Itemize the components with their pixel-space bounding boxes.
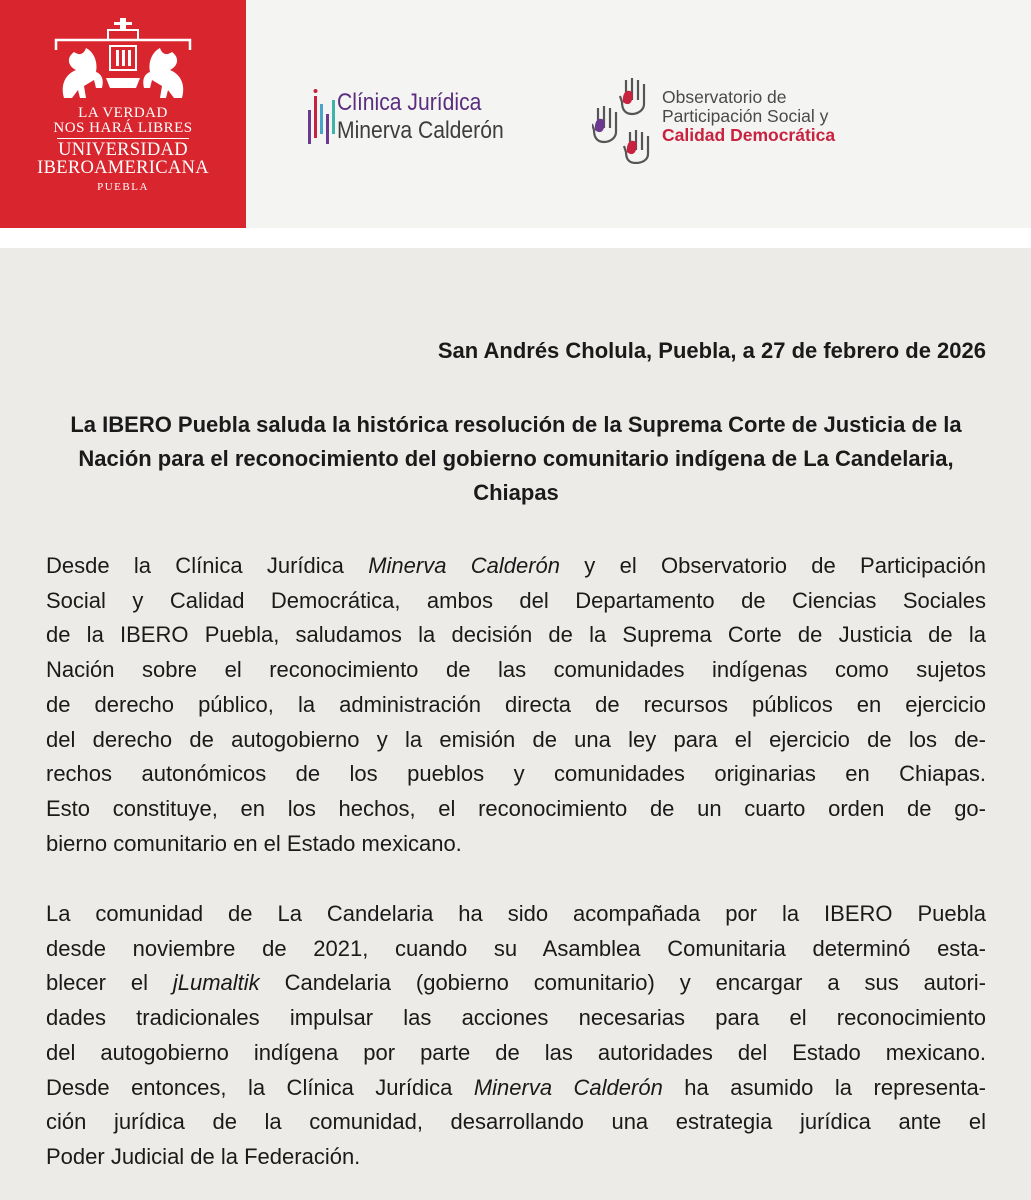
- ibero-name-line-2: IBEROAMERICANA: [37, 158, 209, 178]
- ibero-motto: [0, 106, 246, 136]
- paragraph-2-line: del autogobierno indígena por parte de las autoridades del Estado mexicano.: [46, 1039, 986, 1065]
- clinica-bars-icon: [306, 86, 336, 150]
- paragraph-2-line: ción jurídica de la comunidad, desarrollando una estrategia jurídica ante el: [46, 1109, 986, 1135]
- jlumaltik-italic: jLumaltik: [172, 970, 260, 996]
- paragraph-1-line: del derecho de autogobierno y la emisión de una ley para el ejercicio de los de-: [46, 726, 986, 752]
- ibero-name: [0, 141, 246, 177]
- dateline: San Andrés Cholula, Puebla, a 27 de febrero de 2026: [437, 338, 986, 363]
- paragraph-2-line: La comunidad de La Candelaria ha sido acompañada por la IBERO Puebla: [46, 901, 986, 926]
- clinica-line-2: Minerva Calderón: [337, 117, 504, 144]
- ibero-crest-icon: [50, 16, 196, 104]
- paragraph-1-line: Esto constituye, en los hechos, el reconocimiento de un cuarto orden de go-: [46, 795, 986, 821]
- paragraph-2-line: Poder Judicial de la Federación.: [46, 1143, 361, 1169]
- paragraph-2-line: blecer el jLumaltik Candelaria (gobierno comunitario) y encargar a sus autori-: [46, 970, 986, 996]
- paragraph-2: [46, 897, 986, 1175]
- paragraph-1-line: rechos autonómicos de los pueblos y comunidades originarias en Chiapas.: [46, 761, 986, 787]
- observatorio-line-1: Observatorio de: [662, 87, 787, 107]
- observatorio-logo: [592, 74, 882, 164]
- ibero-name-line-1: UNIVERSIDAD: [58, 140, 188, 160]
- paragraph-1-line: Social y Calidad Democrática, ambos del Departamento de Ciencias Sociales: [46, 587, 986, 613]
- document-title: La IBERO Puebla saluda la histórica resolución de la Suprema Corte de Justicia de la Nación para el reconocimiento del gobierno comunitario indígena de La Candelaria, Chiapas: [70, 412, 962, 505]
- paragraph-1-line: Desde la Clínica Jurídica Minerva Calderón y el Observatorio de Participación: [46, 553, 986, 578]
- ibero-divider: [57, 138, 189, 139]
- ibero-city: PUEBLA: [97, 181, 149, 193]
- clinica-juridica-logo: [306, 86, 546, 150]
- paragraph-1-line: Nación sobre el reconocimiento de las comunidades indígenas como sujetos: [46, 657, 986, 683]
- observatorio-text: [662, 88, 835, 145]
- clinic-name-italic: Minerva Calderón: [473, 1074, 663, 1100]
- paragraph-1-line: de derecho público, la administración directa de recursos públicos en ejercicio: [46, 691, 986, 717]
- raised-hands-icon: [592, 74, 658, 164]
- paragraph-2-line: dades tradicionales impulsar las acciones necesarias para el reconocimiento: [46, 1005, 986, 1031]
- observatorio-line-3: Calidad Democrática: [662, 125, 836, 145]
- paragraph-2-line: Desde entonces, la Clínica Jurídica Minerva Calderón ha asumido la representa-: [46, 1074, 987, 1100]
- header: [0, 0, 1031, 228]
- ibero-motto-line-1: LA VERDAD: [78, 105, 168, 121]
- ibero-motto-line-2: NOS HARÁ LIBRES: [53, 120, 193, 136]
- observatorio-line-2: Participación Social y: [662, 106, 829, 126]
- clinica-line-1: Clínica Jurídica: [337, 89, 482, 116]
- clinica-juridica-text: [337, 89, 504, 145]
- header-divider: [0, 228, 1031, 248]
- paragraph-1-line: bierno comunitario en el Estado mexicano.: [46, 830, 462, 856]
- paragraph-1-line: de la IBERO Puebla, saludamos la decisión de la Suprema Corte de Justicia de la: [46, 622, 986, 648]
- clinic-name-italic: Minerva Calderón: [368, 553, 561, 578]
- ibero-logo: [0, 0, 246, 228]
- paragraph-2-line: desde noviembre de 2021, cuando su Asamblea Comunitaria determinó esta-: [46, 935, 986, 961]
- paragraph-1: [46, 549, 986, 861]
